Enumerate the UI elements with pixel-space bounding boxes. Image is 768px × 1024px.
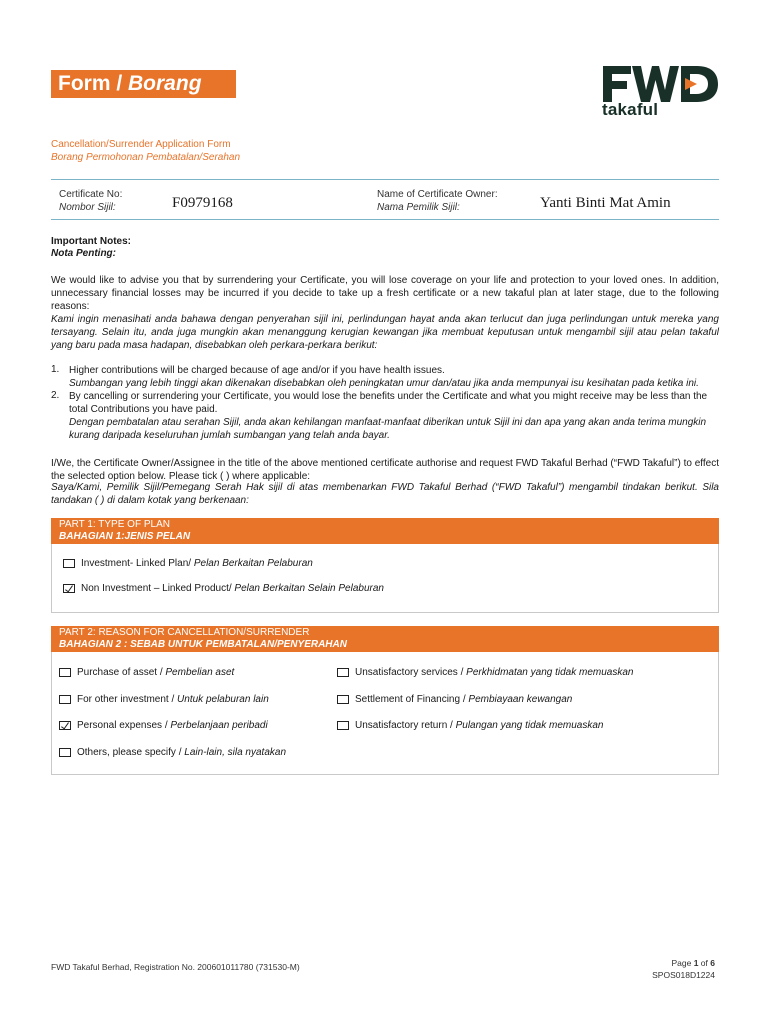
- reason-unsatisfactory-services[interactable]: [337, 667, 633, 678]
- option-label-en: Non Investment – Linked Product/: [81, 583, 232, 594]
- plan-option-non-investment[interactable]: [63, 583, 384, 594]
- checkbox[interactable]: [59, 748, 71, 757]
- page-number: [671, 958, 715, 968]
- footer-company: FWD Takaful Berhad, Registration No. 200601011780 (731530-M): [51, 962, 300, 972]
- option-label-en: Settlement of Financing /: [355, 694, 466, 705]
- option-label-ms: Pulangan yang tidak memuaskan: [455, 720, 604, 731]
- form-title-ms: Borang: [128, 72, 202, 95]
- fwd-logo-icon: [601, 64, 721, 104]
- note-item-1-en: Higher contributions will be charged because of age and/or if you have health issues.: [69, 365, 445, 376]
- part1-title-en: PART 1: TYPE OF PLAN: [59, 519, 170, 530]
- authorisation-ms: Saya/Kami, Pemilik Sijil/Pemegang Serah Hak sijil di atas membenarkan FWD Takaful Berhad (“FWD Takaful”) mengambil tindakan berikut. Sila tandakan ( ) di dalam kotak yang berkenaan:: [51, 482, 719, 507]
- option-label-ms: Lain-lain, sila nyatakan: [184, 747, 287, 758]
- reason-purchase-of-asset[interactable]: [59, 667, 234, 678]
- option-label-ms: Pelan Berkaitan Selain Pelaburan: [234, 583, 384, 594]
- part2-header: [51, 626, 719, 652]
- checkbox[interactable]: [337, 721, 349, 730]
- form-code: SPOS018D1224: [652, 970, 715, 980]
- form-title-badge: [51, 70, 236, 98]
- option-label-en: Investment- Linked Plan/: [81, 558, 192, 569]
- notes-intro-en: We would like to advise you that by surrendering your Certificate, you will lose coverage on your life and protection to your loved ones. In addition, unnecessary financial losses may be incurred if you decide to take up a fresh certificate or a new takaful plan at later stage, due to the following reasons:: [51, 275, 719, 313]
- certificate-no-label-ms: Nombor Sijil:: [59, 202, 116, 213]
- option-label-ms: Pembelian aset: [165, 667, 235, 678]
- option-label-en: Personal expenses /: [77, 720, 168, 731]
- checkbox-checked[interactable]: [59, 721, 71, 730]
- note-item-number: 1.: [51, 364, 60, 375]
- owner-name-value[interactable]: Yanti Binti Mat Amin: [540, 195, 671, 211]
- logo-subtext: takaful: [602, 100, 659, 119]
- part2-title-en: PART 2: REASON FOR CANCELLATION/SURRENDER: [59, 627, 310, 638]
- owner-name-label: Name of Certificate Owner:: [377, 189, 498, 200]
- part2-title-ms: BAHAGIAN 2 : SEBAB UNTUK PEMBATALAN/PENYERAHAN: [59, 639, 347, 650]
- part1-title-ms: BAHAGIAN 1:JENIS PELAN: [59, 531, 191, 542]
- note-item-2-en: By cancelling or surrendering your Certificate, you would lose the benefits under the Certificate and what you might receive may be less than the total Contributions you have paid.: [69, 391, 708, 416]
- checkbox[interactable]: [59, 695, 71, 704]
- checkbox[interactable]: [337, 668, 349, 677]
- option-label-ms: Pembiayaan kewangan: [468, 694, 573, 705]
- important-notes-heading: Important Notes:: [51, 236, 131, 247]
- checkbox-checked[interactable]: [63, 584, 75, 593]
- option-label-en: Unsatisfactory return /: [355, 720, 453, 731]
- reason-other-investment[interactable]: [59, 694, 269, 705]
- option-label-en: Purchase of asset /: [77, 667, 163, 678]
- option-label-ms: Perkhidmatan yang tidak memuaskan: [466, 667, 634, 678]
- form-subtitle-en: Cancellation/Surrender Application Form: [51, 139, 231, 150]
- note-item-1-ms: Sumbangan yang lebih tinggi akan dikenakan disebabkan oleh peningkatan umur dan/atau jika anda mempunyai isu kesihatan pada ketika ini.: [69, 378, 699, 389]
- option-label-ms: Perbelanjaan peribadi: [170, 720, 268, 731]
- page-current: 1: [693, 958, 699, 968]
- option-label-en: Others, please specify /: [77, 747, 182, 758]
- page-of-word: of: [700, 958, 708, 968]
- page-word: Page: [671, 958, 692, 968]
- note-item-number: 2.: [51, 390, 60, 401]
- certificate-no-label: Certificate No:: [59, 189, 123, 200]
- note-item-2-ms: Dengan pembatalan atau serahan Sijil, anda akan kehilangan manfaat-manfaat diberikan untuk Sijil ini dan apa yang akan anda terima mungkin kurang daripada keseluruhan jumlah sumbangan yang telah anda bayar.: [69, 417, 707, 442]
- owner-name-label-ms: Nama Pemilik Sijil:: [377, 202, 460, 213]
- page-total: 6: [710, 958, 715, 968]
- part1-section: [51, 518, 719, 613]
- reason-others[interactable]: [59, 747, 286, 758]
- part1-header: [51, 518, 719, 544]
- option-label-ms: Untuk pelaburan lain: [177, 694, 269, 705]
- reason-personal-expenses[interactable]: [59, 720, 268, 731]
- checkbox[interactable]: [63, 559, 75, 568]
- certificate-details-box: [51, 179, 719, 220]
- option-label-en: Unsatisfactory services /: [355, 667, 464, 678]
- option-label-en: For other investment /: [77, 694, 175, 705]
- checkbox[interactable]: [337, 695, 349, 704]
- certificate-no-value[interactable]: F0979168: [172, 195, 233, 211]
- reason-settlement-of-financing[interactable]: [337, 694, 572, 705]
- plan-option-investment-linked[interactable]: [63, 558, 313, 569]
- checkbox[interactable]: [59, 668, 71, 677]
- form-title-en: Form /: [58, 72, 123, 95]
- part2-section: [51, 626, 719, 775]
- reason-unsatisfactory-return[interactable]: [337, 720, 603, 731]
- notes-intro-ms: Kami ingin menasihati anda bahawa dengan penyerahan sijil ini, perlindungan hayat anda akan terlucut dan juga perlindungan untuk mereka yang tersayang. Selain itu, anda juga mungkin akan menanggung kerugian kewangan jika membuat keputusan untuk mengambil sijil atau pelan takaful yang baru pada masa hadapan, disebabkan oleh perkara-perkara berikut:: [51, 314, 719, 352]
- authorisation-en: I/We, the Certificate Owner/Assignee in the title of the above mentioned certificate authorise and request FWD Takaful Berhad (“FWD Takaful”) to effect the selected option below. Please tick ( ) where applicable:: [51, 458, 719, 483]
- option-label-ms: Pelan Berkaitan Pelaburan: [193, 558, 313, 569]
- important-notes-heading-ms: Nota Penting:: [51, 248, 116, 259]
- form-subtitle-ms: Borang Permohonan Pembatalan/Serahan: [51, 152, 241, 163]
